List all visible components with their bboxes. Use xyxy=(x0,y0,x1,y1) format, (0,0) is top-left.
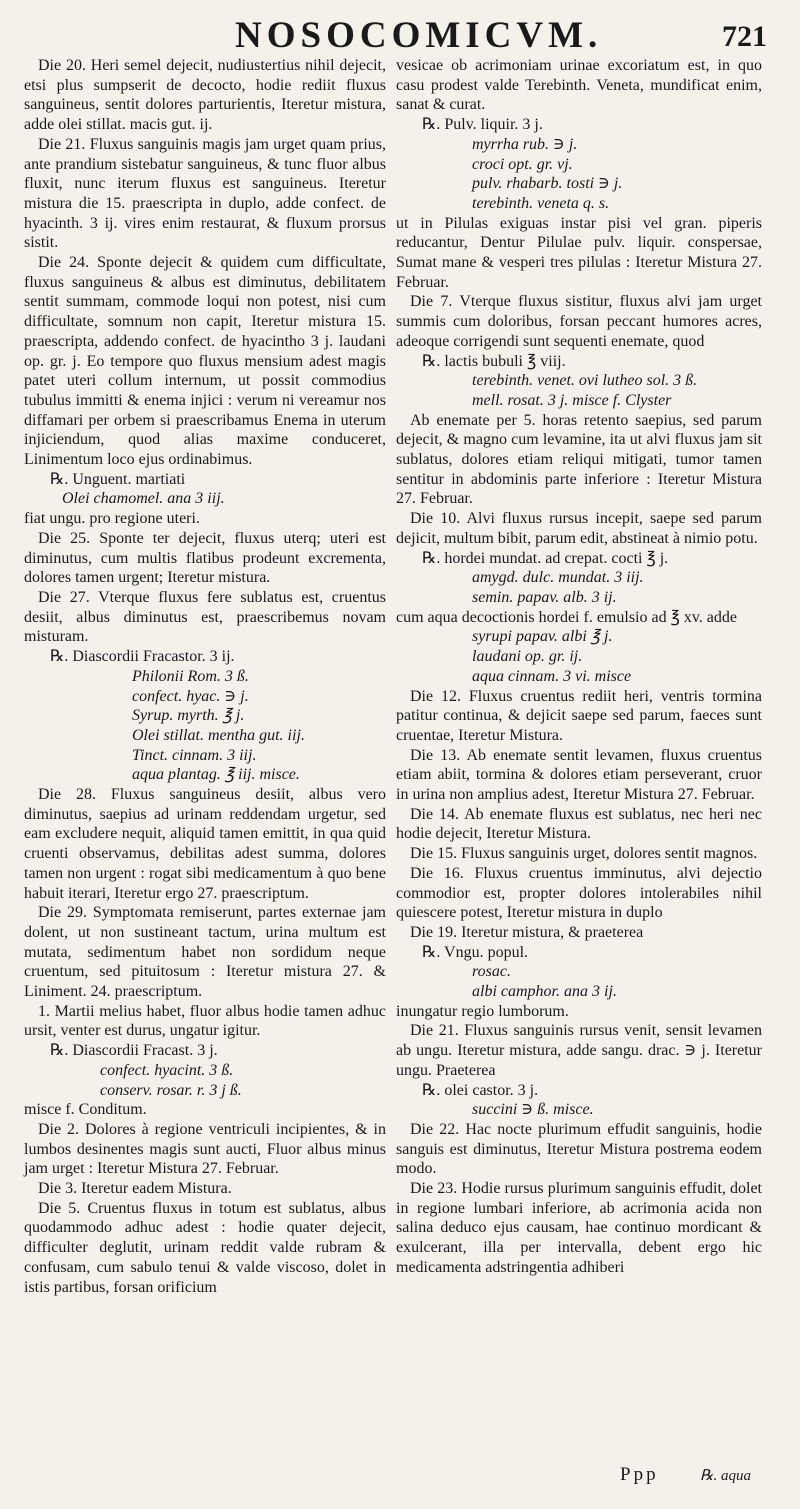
prescription-ingredient: semin. papav. alb. 3 ij. xyxy=(472,588,617,606)
prescription-ingredient: conserv. rosar. r. 3 j ß. xyxy=(100,1081,242,1099)
paragraph: Die 24. Sponte dejecit & quidem cum difficultate, fluxus sanguineus & albus est diminutus, debilitatem sentit summam, commode loqui non potest, nisi cum difficultate, somnum non capit, Iteretur mistura 15. praescripta, addendo confect. de hyacintho 3 j. laudani op. gr. j. Eo tempore quo fluxus mensium adest magis patet uteri collum internum, ut possit commodius tubulus immitti & enema injici : verum ni vereamur nos diffamari per orbem si praescribamus Enema in uterum injiciendum, quod alias maxime conduceret, Linimentum loco ejus ordinabimus. xyxy=(24,254,386,469)
paragraph: Die 14. Ab enemate fluxus est sublatus, nec heri nec hodie dejecit, Iteretur Mistura. xyxy=(396,805,762,843)
prescription-ingredient: Olei stillat. mentha gut. iij. xyxy=(132,726,305,744)
paragraph: cum aqua decoctionis hordei f. emulsio ad ℥ xv. adde xyxy=(396,608,737,626)
paragraph: Die 5. Cruentus fluxus in totum est sublatus, albus quodammodo adhuc adest : hodie quater dejecit, difficulter deglutit, urinam reddit valde rubram & confusam, cum sabulo tenui & valde viscoso, dolet in istis partibus, forsan orificium xyxy=(24,1199,386,1296)
signature-mark: Ppp xyxy=(620,1464,659,1485)
paragraph: Die 22. Hac nocte plurimum effudit sanguinis, hodie sanguis est diminutus, Iteretur Mistura postrema eodem modo. xyxy=(396,1120,762,1178)
paragraph: Die 29. Symptomata remiserunt, partes externae jam dolent, ut non sustineant tactum, urina multum est mutata, sedimentum habet non sordidum neque cruentum, sed pituitosum : Iteretur mistura 27. & Liniment. 24. praescriptum. xyxy=(24,904,386,1001)
prescription-ingredient: pulv. rhabarb. tosti ∋ j. xyxy=(472,175,623,193)
paragraph: Die 21. Fluxus sanguinis magis jam urget quam prius, ante prandium sistebatur sanguineus, & tunc fluor albus fluxit, nunc iterum fluxus est sanguineus. Iteretur mistura die 15. praescripta in duplo, adde confect. de hyacinth. 3 ij. vires enim restaurat, & fluxum prorsus sistit. xyxy=(24,135,386,252)
prescription-ingredient: terebinth. venet. ovi lutheo sol. 3 ß. xyxy=(472,372,698,390)
prescription-heading: ℞. Unguent. martiati xyxy=(50,470,186,488)
prescription-heading: ℞. lactis bubuli ℥ viij. xyxy=(422,352,566,370)
prescription-ingredient: croci opt. gr. vj. xyxy=(472,155,573,173)
paragraph: Die 2. Dolores à regione ventriculi incipientes, & in lumbos desinentes magis sunt aucti, Fluor albus minus jam urget : Iteretur Mistura 27. Februar. xyxy=(24,1120,386,1178)
prescription-ingredient: confect. hyacint. 3 ß. xyxy=(100,1061,234,1079)
prescription-ingredient: succini ∋ ß. misce. xyxy=(472,1101,594,1119)
prescription-heading: ℞. hordei mundat. ad crepat. cocti ℥ j. xyxy=(422,549,669,567)
prescription-heading: ℞. olei castor. 3 j. xyxy=(422,1081,539,1099)
page-header xyxy=(0,10,800,54)
paragraph: ut in Pilulas exiguas instar pisi vel gran. piperis reducantur, Dentur Pilulae pulv. liquir. conspersae, Sumat mane & vesperi tres pilulas : Iteretur Mistura 27. Februar. xyxy=(396,214,762,291)
paragraph: vesicae ob acrimoniam urinae excoriatum est, in quo casu prodest valde Terebinth. Veneta, mundificat enim, sanat & curat. xyxy=(396,57,762,114)
prescription-ingredient: rosac. xyxy=(472,963,511,981)
prescription-ingredient: terebinth. veneta q. s. xyxy=(472,194,610,212)
prescription-ingredient: aqua cinnam. 3 vi. misce xyxy=(472,667,632,685)
paragraph: Die 23. Hodie rursus plurimum sanguinis effudit, dolet in regione lumbari inferiore, ab acrimonia acida non salina deduco ejus causam, hae continuo mordicant & exulcerant, illa per intervalla, debent ergo hic medicamenta adstringentia adhiberi xyxy=(396,1180,762,1276)
paragraph: inungatur regio lumborum. xyxy=(396,1002,569,1020)
left-column xyxy=(24,56,386,1297)
right-column xyxy=(396,56,762,1278)
prescription-heading: ℞. Diascordii Fracastor. 3 ij. xyxy=(50,648,235,666)
prescription-ingredient: laudani op. gr. ij. xyxy=(472,648,583,666)
paragraph: Die 10. Alvi fluxus rursus incepit, saepe sed parum dejicit, multum bibit, parum edit, abstineat à nimio potu. xyxy=(396,510,762,547)
paragraph: Die 16. Fluxus cruentus imminutus, alvi dejectio commodior est, propter dolores intolerabiles nihil quiescere potest, Iteretur mistura in duplo xyxy=(396,864,762,922)
paragraph: fiat ungu. pro regione uteri. xyxy=(24,510,200,528)
paragraph: 1. Martii melius habet, fluor albus hodie tamen adhuc ursit, venter est durus, ungatur igitur. xyxy=(24,1002,386,1040)
catchword: ℞. aqua xyxy=(700,1468,751,1484)
prescription-ingredient: amygd. dulc. mundat. 3 iij. xyxy=(472,569,644,587)
paragraph: Die 12. Fluxus cruentus rediit heri, ventris tormina patitur continua, & dejicit saepe sed parum, faeces sunt cruentae, Iteretur Mistura. xyxy=(396,687,762,744)
prescription-heading: ℞. Pulv. liquir. 3 j. xyxy=(422,116,543,134)
running-title: NOSOCOMICVM. xyxy=(235,15,603,56)
prescription-heading: ℞. Vngu. popul. xyxy=(422,943,529,961)
paragraph: Die 28. Fluxus sanguineus desiit, albus vero diminutus, saepius ad urinam reddendam urgetur, sed eam excludere nequit, aliquid tamen emittit, in qua quid cruenti observamus, debilitas adest summa, dolores tamen non urgent : rogat sibi medicamentum à quo bene habuit iterari, Iteretur ergo 27. praescriptum. xyxy=(24,786,386,902)
prescription-ingredient: syrupi papav. albi ℥ j. xyxy=(472,628,613,646)
prescription-ingredient: Syrup. myrth. ℥ j. xyxy=(132,707,245,725)
prescription-ingredient: albi camphor. ana 3 ij. xyxy=(472,983,617,1001)
prescription-ingredient: Tinct. cinnam. 3 iij. xyxy=(132,746,257,764)
prescription-ingredient: mell. rosat. 3 j. misce f. Clyster xyxy=(472,391,672,409)
prescription-ingredient: aqua plantag. ℥ iij. misce. xyxy=(132,766,300,784)
prescription-ingredient: confect. hyac. ∋ j. xyxy=(132,687,249,705)
paragraph: misce f. Conditum. xyxy=(24,1101,147,1119)
paragraph: Die 19. Iteretur mistura, & praeterea xyxy=(410,923,644,941)
prescription-ingredient: Philonii Rom. 3 ß. xyxy=(132,667,249,685)
prescription-ingredient: myrrha rub. ∋ j. xyxy=(472,135,578,153)
paragraph: Die 3. Iteretur eadem Mistura. xyxy=(38,1180,232,1198)
page-number: 721 xyxy=(722,20,767,53)
prescription-ingredient: Olei chamomel. ana 3 iij. xyxy=(62,490,225,508)
paragraph: Die 13. Ab enemate sentit levamen, fluxus cruentus etiam abiit, tormina & dolores etiam perseverant, cruor in urina non amplius adest, Iteretur Mistura 27. Februar. xyxy=(396,746,762,804)
page-footer xyxy=(0,1464,800,1494)
paragraph: Die 20. Heri semel dejecit, nudiustertius nihil dejecit, etsi plus sumpserit de decocto, hodie rediit fluxus sanguineus, sentit dolores parturientis, Iteretur mistura, adde olei stillat. macis gut. ij. xyxy=(24,57,386,134)
paragraph: Die 7. Vterque fluxus sistitur, fluxus alvi jam urget summis cum doloribus, forsan peccant humores acres, adeoque corrigendi sunt sequenti enemate, quod xyxy=(396,293,762,350)
paragraph: Die 21. Fluxus sanguinis rursus venit, sensit levamen ab ungu. Iteretur mistura, adde sangu. drac. ∋ j. Iteretur ungu. Praeterea xyxy=(396,1022,762,1079)
paragraph: Die 27. Vterque fluxus fere sublatus est, cruentus desiit, albus diminutus est, praescribemus novam misturam. xyxy=(24,588,386,646)
paragraph: Ab enemate per 5. horas retento saepius, sed parum dejecit, & magno cum levamine, ita ut alvi fluxus jam sit sublatus, dolores etiam reliqui mitigati, tumor tamen sentitur in abdominis parte inferiore : Iteretur Mistura 27. Februar. xyxy=(396,411,762,508)
paragraph: Die 15. Fluxus sanguinis urget, dolores sentit magnos. xyxy=(410,845,758,863)
prescription-heading: ℞. Diascordii Fracast. 3 j. xyxy=(50,1042,218,1060)
paragraph: Die 25. Sponte ter dejecit, fluxus uterq; uteri est diminutus, cum multis flatibus prodeunt excrementa, dolores tamen urgent; Iteretur mistura. xyxy=(24,529,386,587)
